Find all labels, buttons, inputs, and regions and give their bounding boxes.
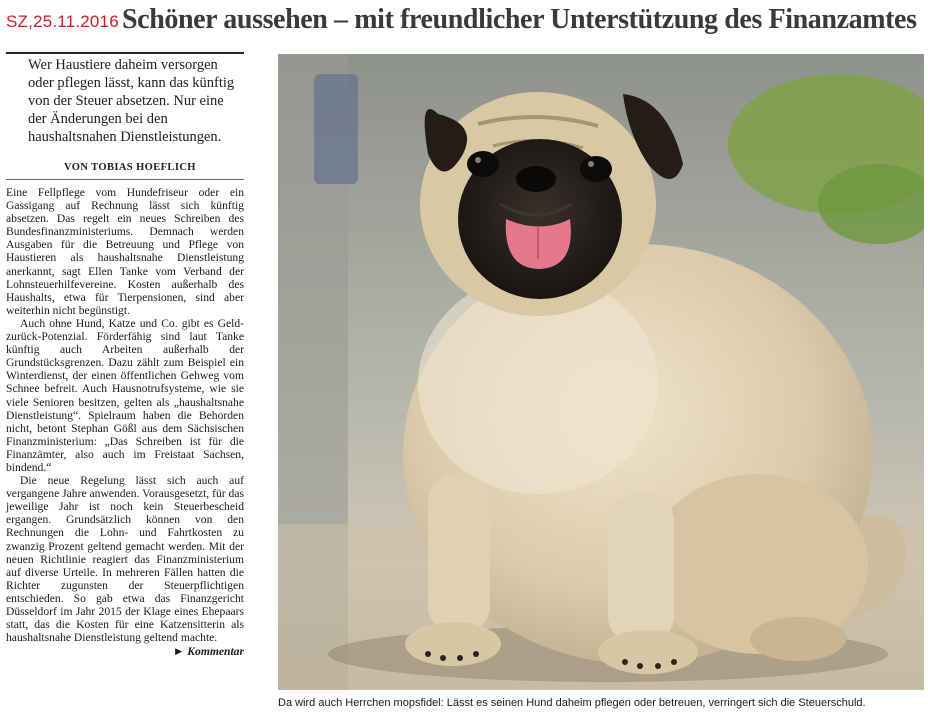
body-paragraph: Auch ohne Hund, Katze und Co. gibt es Geld-zurück-Potenzial. Förderfähig sind laut Tanke künftig auch Arbeiten außerhalb der Grundstücksgrenzen. Dazu zählt zum Beispiel ein Winterdienst, der einen öffentlichen Gehweg vom Schnee befreit. Auch Hausnotrufsysteme, wie sie viele Senioren besitzen, gelten als „haushaltsnahe Dienstleistung“. Spielraum haben die Behorden nicht, betont Stephan Gößl aus dem Sächsischen Finanzministerium: „Das Schreiben ist für die Finanzämter, also auch im Freistaat Sachsen, bindend.“ — [6, 316, 244, 474]
pug-illustration — [278, 54, 924, 690]
author-byline: VON TOBIAS HOEFLICH — [64, 162, 196, 173]
photo-caption: Da wird auch Herrchen mopsfidel: Lässt es seinen Hund daheim pflegen oder betreuen, verringert sich die Steuerschuld. — [278, 697, 866, 709]
body-paragraph: Eine Fellpflege vom Hundefriseur oder ein Gassigang auf Rechnung lässt sich künftig absetzen. Das regelt ein neues Schreiben des Bundesfinanzministeriums. Demnach werden Ausgaben für die Betreuung und Pflege von Haustieren als haushaltsnahe Dienstleistung anerkannt, sagt Ellen Tanke vom Verband der Lohnsteuerhilfevereine. Kosten außerhalb des Haushalts, etwa für Tierpensionen, sind aber weiterhin nicht begünstigt. — [6, 186, 244, 317]
body-paragraph: Die neue Regelung lässt sich auch auf vergangene Jahre anwenden. Vorausgesetzt, für das jeweilige Jahr ist noch kein Steuerbescheid ergangen. Grundsätzlich können von den Rechnungen die Lohn- und Fahrtkosten zu zwanzig Prozent geltend gemacht werden. Mit der neuen Richtlinie reagiert das Finanzministerium auf diverse Urteile. In mehreren Fällen hatten die Richter zugunsten der Steuerpflichtigen entschieden. So gab etwa das Finanzgericht Düsseldorf im Jahr 2015 der Klage eines Ehepaars statt, das die Kosten für eine Katzensitterin als haushaltsnahe Dienstleistung geltend machte. — [6, 474, 244, 645]
top-rule — [6, 52, 244, 54]
article-body — [6, 186, 244, 658]
headline: Schöner aussehen – mit freundlicher Unterstützung des Finanzamtes — [122, 4, 917, 35]
pug-photo — [278, 54, 924, 690]
commentary-crossref: ► Kommentar — [172, 645, 244, 659]
article-intro: Wer Haustiere daheim versorgen oder pflegen lässt, kann das künftig von der Steuer absetzen. Nur eine der Änderungen bei den haushaltsnahen Dienstleistungen. — [28, 57, 235, 145]
source-date-stamp: SZ,25.11.2016 — [6, 12, 119, 31]
byline-rule — [6, 179, 244, 180]
